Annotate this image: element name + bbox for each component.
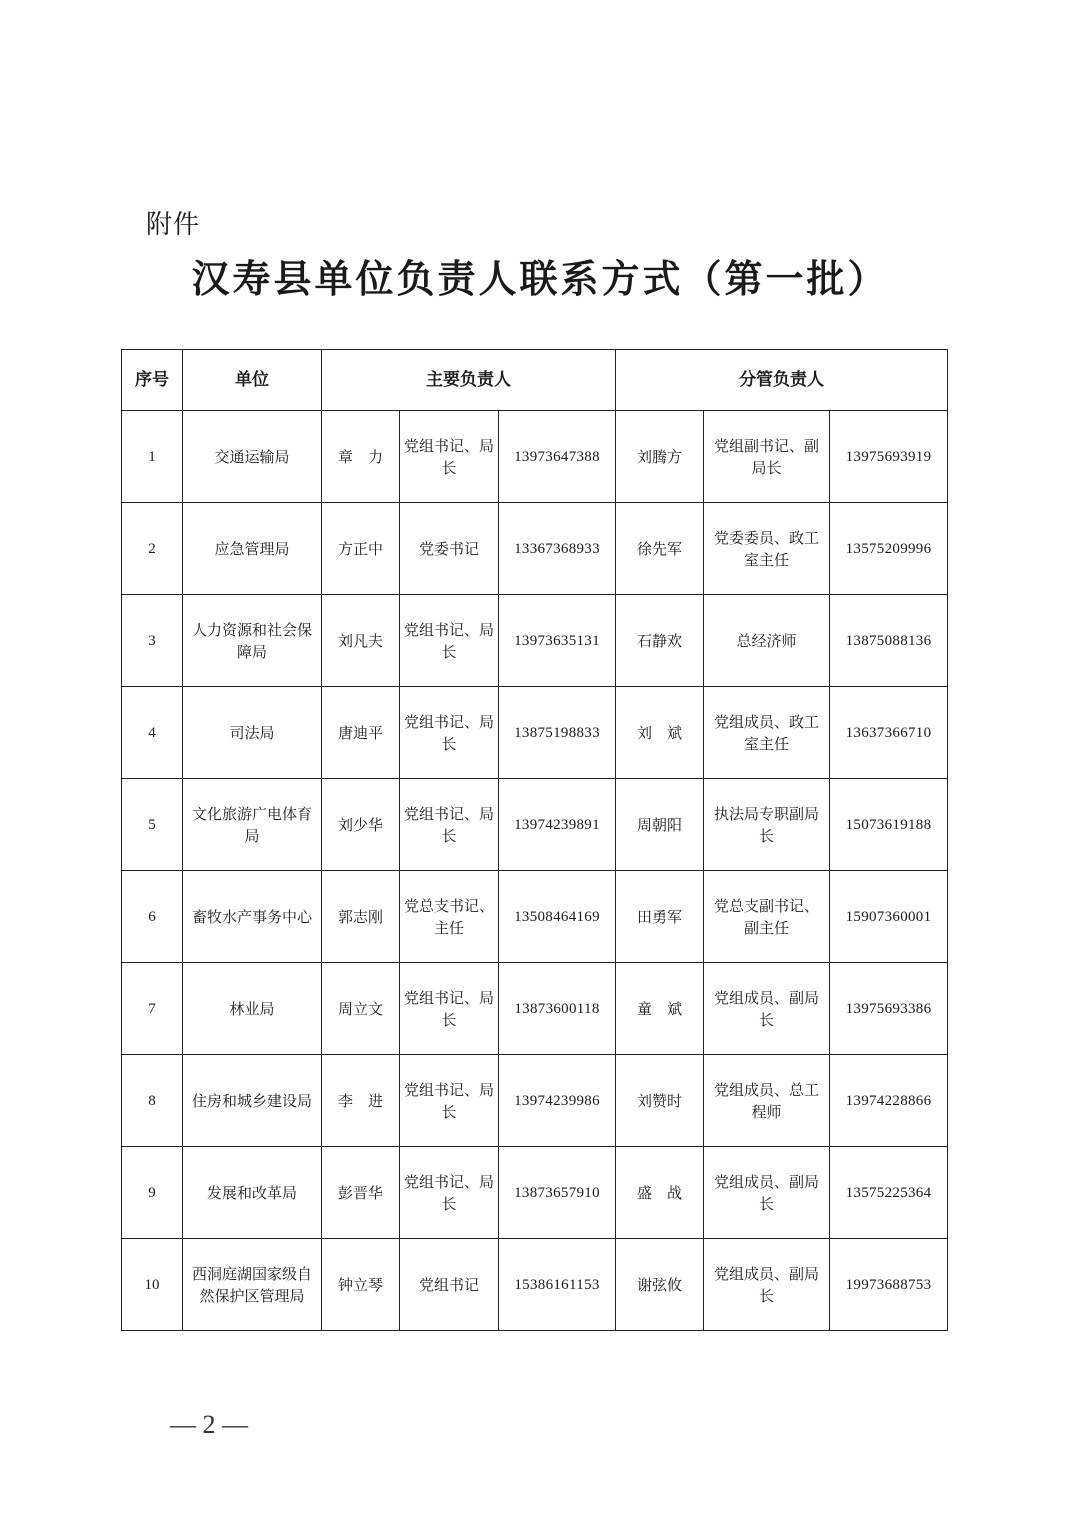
row-primary-phone: 13875198833 <box>499 687 616 779</box>
row-seq: 8 <box>122 1055 183 1147</box>
table-row <box>122 871 948 963</box>
table-row <box>122 687 948 779</box>
row-deputy-name: 周朝阳 <box>616 779 704 871</box>
row-deputy-title: 党总支副书记、副主任 <box>704 871 830 963</box>
row-seq: 7 <box>122 963 183 1055</box>
row-primary-phone: 13367368933 <box>499 503 616 595</box>
row-primary-title: 党组书记、局长 <box>400 1055 499 1147</box>
row-deputy-phone: 13974228866 <box>830 1055 948 1147</box>
row-primary-title: 党组书记、局长 <box>400 963 499 1055</box>
row-deputy-title: 总经济师 <box>704 595 830 687</box>
table-row <box>122 1147 948 1239</box>
row-unit: 交通运输局 <box>183 411 322 503</box>
attachment-label: 附件 <box>146 210 201 240</box>
row-primary-phone: 13873657910 <box>499 1147 616 1239</box>
header-seq: 序号 <box>122 350 183 411</box>
table-row <box>122 503 948 595</box>
row-seq: 4 <box>122 687 183 779</box>
header-deputy: 分管负责人 <box>616 350 948 411</box>
row-primary-name: 郭志刚 <box>322 871 400 963</box>
row-primary-phone: 13973635131 <box>499 595 616 687</box>
row-seq: 2 <box>122 503 183 595</box>
row-unit: 西洞庭湖国家级自然保护区管理局 <box>183 1239 322 1331</box>
row-seq: 9 <box>122 1147 183 1239</box>
row-primary-phone: 13974239986 <box>499 1055 616 1147</box>
row-primary-phone: 13508464169 <box>499 871 616 963</box>
row-deputy-title: 党组成员、政工室主任 <box>704 687 830 779</box>
row-primary-name: 彭晋华 <box>322 1147 400 1239</box>
row-primary-title: 党组书记、局长 <box>400 1147 499 1239</box>
row-primary-title: 党总支书记、主任 <box>400 871 499 963</box>
table-row <box>122 963 948 1055</box>
row-deputy-title: 执法局专职副局长 <box>704 779 830 871</box>
table-row <box>122 1239 948 1331</box>
table-row <box>122 411 948 503</box>
row-deputy-phone: 19973688753 <box>830 1239 948 1331</box>
row-primary-title: 党组书记、局长 <box>400 595 499 687</box>
row-unit: 林业局 <box>183 963 322 1055</box>
row-primary-title: 党组书记、局长 <box>400 687 499 779</box>
row-deputy-title: 党组成员、总工程师 <box>704 1055 830 1147</box>
row-deputy-title: 党组成员、副局长 <box>704 1147 830 1239</box>
row-deputy-phone: 13875088136 <box>830 595 948 687</box>
row-primary-title: 党组书记、局长 <box>400 411 499 503</box>
row-deputy-name: 盛 战 <box>616 1147 704 1239</box>
row-deputy-title: 党委委员、政工室主任 <box>704 503 830 595</box>
page-number: — 2 — <box>170 1410 248 1439</box>
row-primary-title: 党委书记 <box>400 503 499 595</box>
row-deputy-phone: 13637366710 <box>830 687 948 779</box>
row-deputy-phone: 15073619188 <box>830 779 948 871</box>
row-primary-phone: 13974239891 <box>499 779 616 871</box>
row-seq: 1 <box>122 411 183 503</box>
table-row <box>122 779 948 871</box>
contact-table <box>121 349 948 1331</box>
row-primary-name: 李 进 <box>322 1055 400 1147</box>
row-deputy-title: 党组副书记、副局长 <box>704 411 830 503</box>
row-primary-name: 唐迪平 <box>322 687 400 779</box>
document-title: 汉寿县单位负责人联系方式（第一批） <box>191 257 889 301</box>
row-unit: 人力资源和社会保障局 <box>183 595 322 687</box>
row-primary-name: 刘少华 <box>322 779 400 871</box>
row-deputy-name: 徐先军 <box>616 503 704 595</box>
row-unit: 应急管理局 <box>183 503 322 595</box>
row-deputy-name: 童 斌 <box>616 963 704 1055</box>
row-primary-name: 周立文 <box>322 963 400 1055</box>
row-deputy-name: 刘 斌 <box>616 687 704 779</box>
table-row <box>122 1055 948 1147</box>
row-primary-name: 刘凡夫 <box>322 595 400 687</box>
row-primary-phone: 13873600118 <box>499 963 616 1055</box>
row-primary-title: 党组书记、局长 <box>400 779 499 871</box>
row-primary-name: 方正中 <box>322 503 400 595</box>
row-seq: 10 <box>122 1239 183 1331</box>
row-deputy-name: 石静欢 <box>616 595 704 687</box>
row-seq: 6 <box>122 871 183 963</box>
row-primary-phone: 15386161153 <box>499 1239 616 1331</box>
row-deputy-title: 党组成员、副局长 <box>704 963 830 1055</box>
row-unit: 畜牧水产事务中心 <box>183 871 322 963</box>
row-seq: 3 <box>122 595 183 687</box>
row-unit: 住房和城乡建设局 <box>183 1055 322 1147</box>
row-primary-name: 钟立琴 <box>322 1239 400 1331</box>
row-seq: 5 <box>122 779 183 871</box>
row-deputy-phone: 15907360001 <box>830 871 948 963</box>
row-deputy-phone: 13975693919 <box>830 411 948 503</box>
row-deputy-name: 刘腾方 <box>616 411 704 503</box>
table-row <box>122 595 948 687</box>
row-deputy-title: 党组成员、副局长 <box>704 1239 830 1331</box>
header-unit: 单位 <box>183 350 322 411</box>
row-deputy-phone: 13575225364 <box>830 1147 948 1239</box>
row-deputy-phone: 13975693386 <box>830 963 948 1055</box>
row-unit: 文化旅游广电体育局 <box>183 779 322 871</box>
row-deputy-name: 刘赞时 <box>616 1055 704 1147</box>
row-deputy-name: 田勇军 <box>616 871 704 963</box>
row-unit: 司法局 <box>183 687 322 779</box>
row-primary-title: 党组书记 <box>400 1239 499 1331</box>
row-deputy-phone: 13575209996 <box>830 503 948 595</box>
row-primary-name: 章 力 <box>322 411 400 503</box>
row-deputy-name: 谢弦攸 <box>616 1239 704 1331</box>
header-primary: 主要负责人 <box>322 350 616 411</box>
table-header-row <box>122 350 948 411</box>
row-unit: 发展和改革局 <box>183 1147 322 1239</box>
row-primary-phone: 13973647388 <box>499 411 616 503</box>
